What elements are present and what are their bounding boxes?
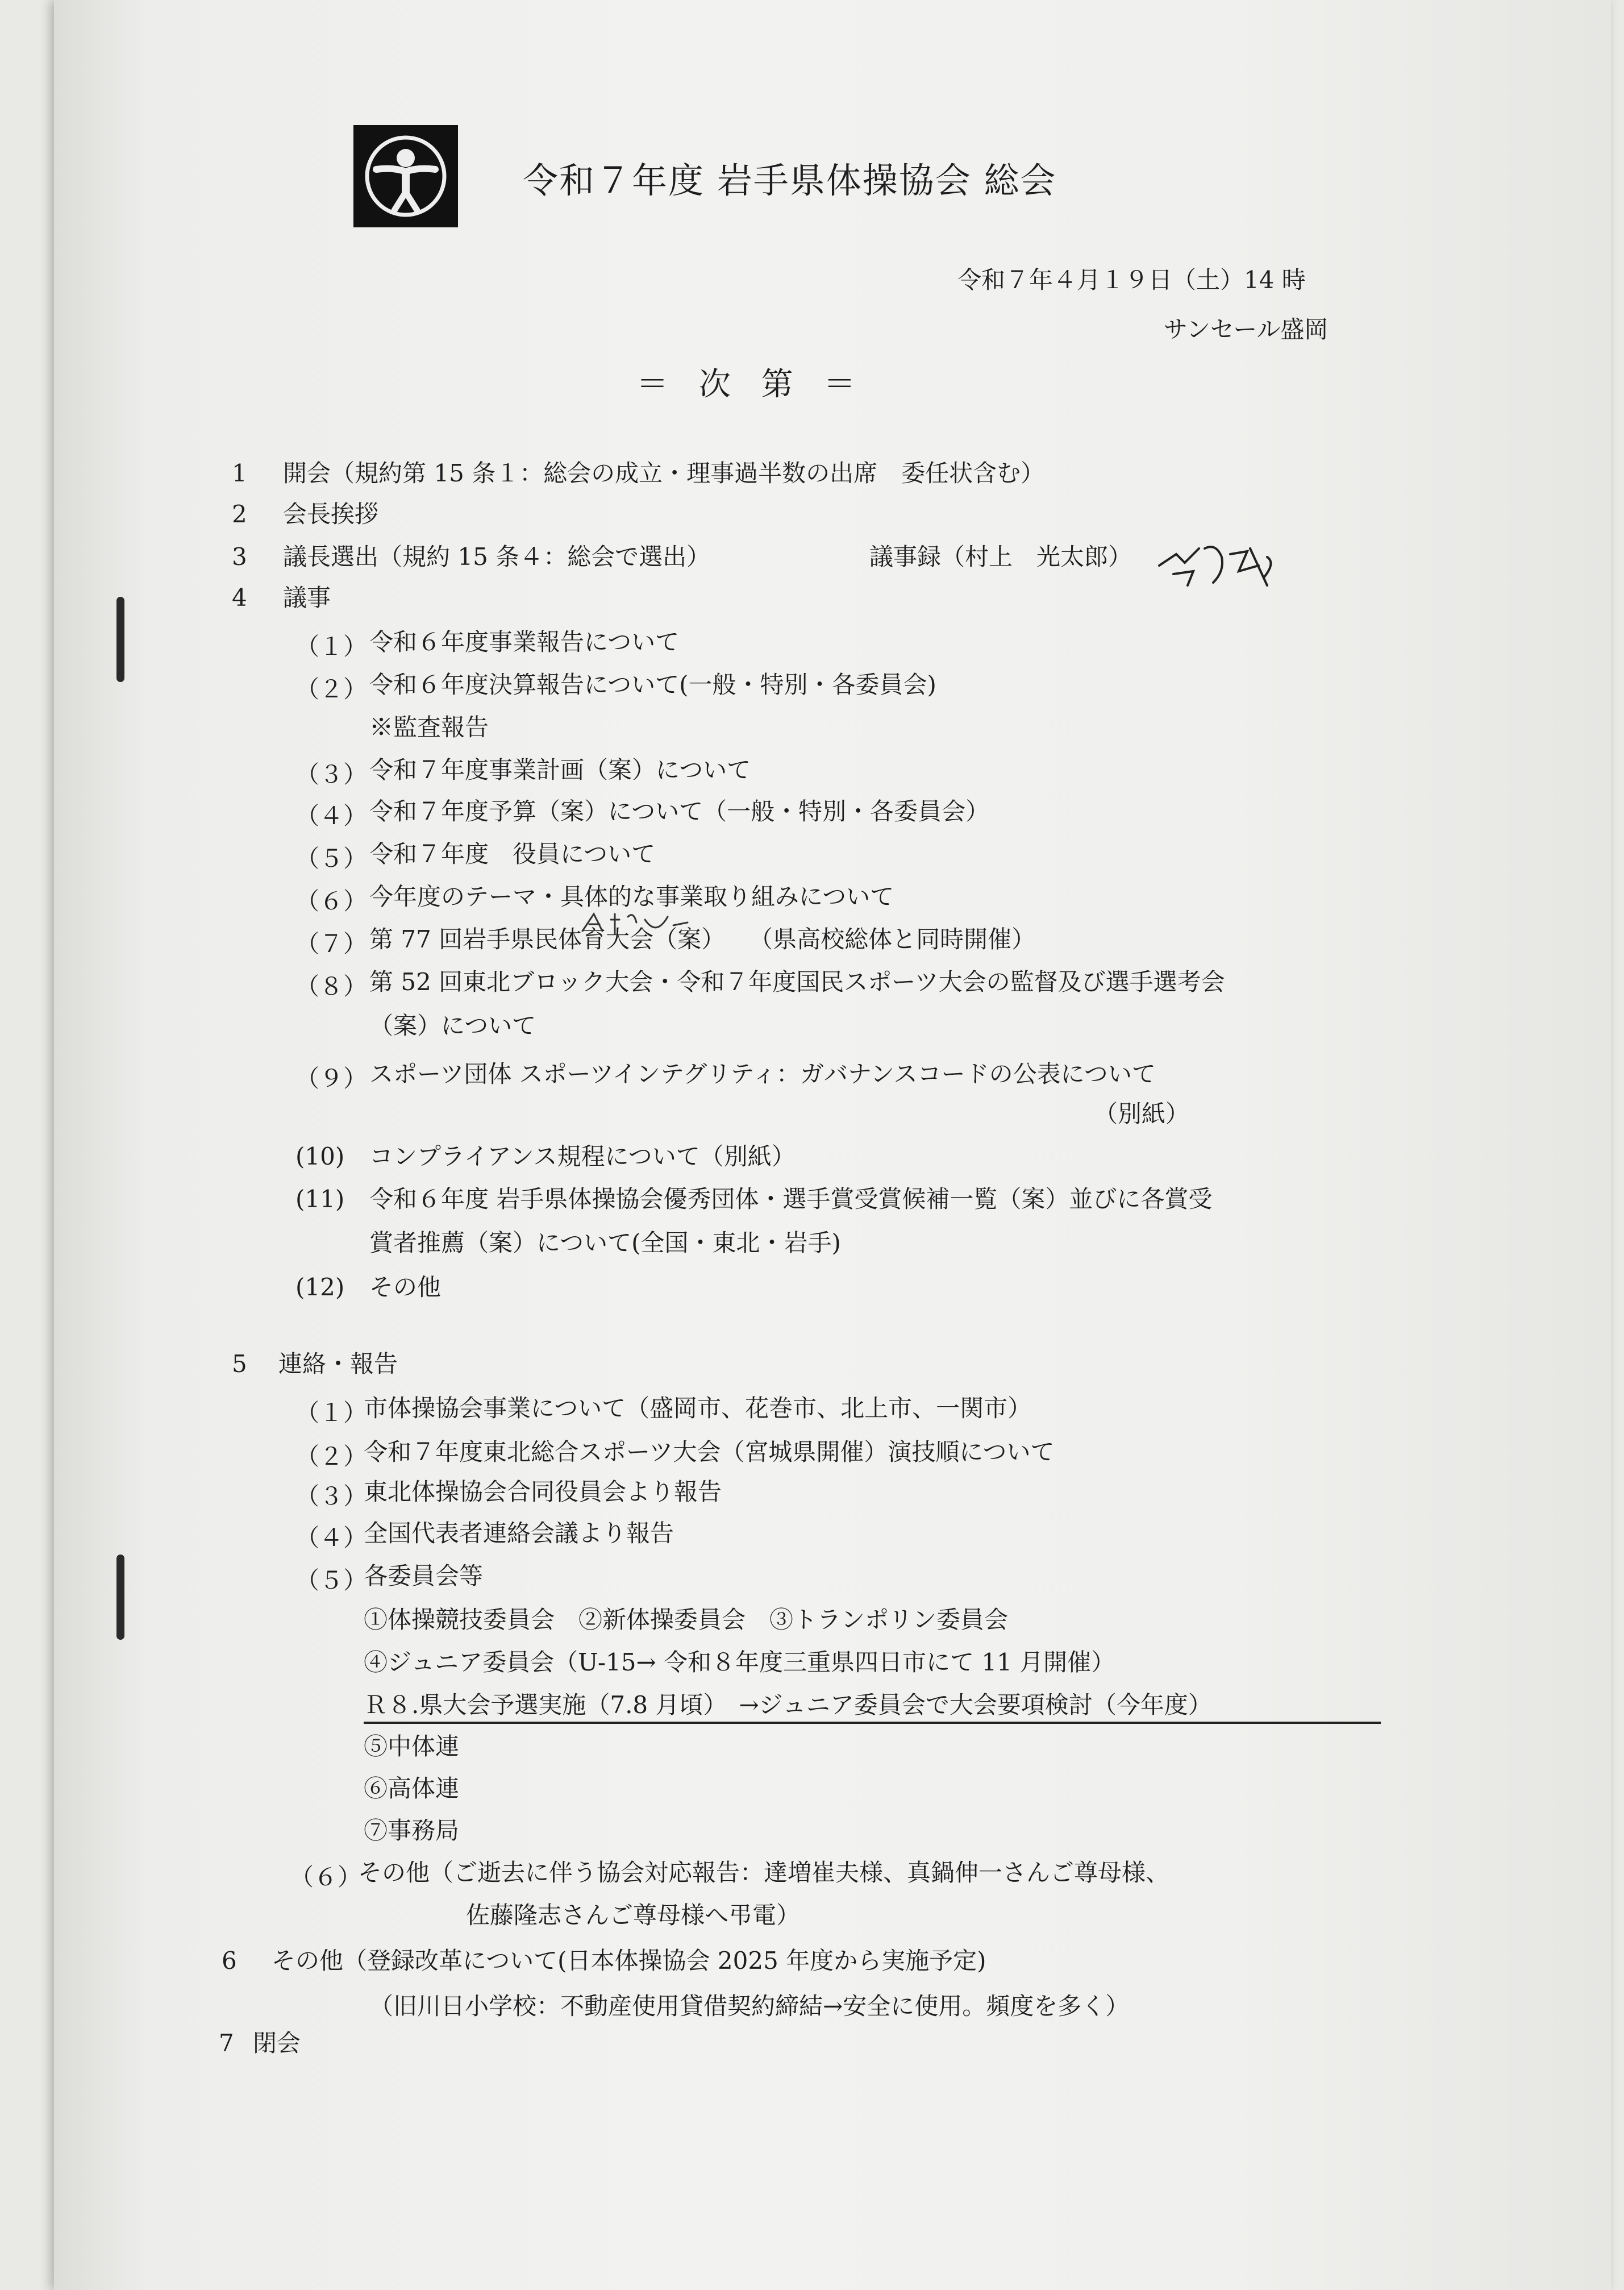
proceeding-item: 令和７年度 役員について: [369, 840, 656, 868]
proceeding-item: 令和７年度予算（案）について（一般・特別・各委員会）: [369, 797, 990, 825]
report-number: （３）: [295, 1482, 368, 1510]
handwritten-note-icon: [577, 903, 690, 948]
agenda-item: 連絡・報告: [278, 1350, 398, 1378]
proceeding-item: ※監査報告: [369, 713, 489, 741]
report-item: 各委員会等: [364, 1562, 484, 1590]
agenda-number: 2: [232, 500, 247, 528]
proceeding-number: （９）: [295, 1065, 368, 1092]
report-item: 令和７年度東北総合スポーツ大会（宮城県開催）演技順について: [364, 1438, 1055, 1466]
report-number: （１）: [295, 1399, 368, 1427]
report-item: 東北体操協会合同役員会より報告: [364, 1478, 722, 1506]
proceeding-item: 令和７年度事業計画（案）について: [369, 756, 751, 784]
proceeding-item: 令和６年度決算報告について(一般・特別・各委員会): [369, 671, 936, 699]
meeting-venue: サンセール盛岡: [1164, 315, 1329, 343]
agenda-number: 7: [219, 2029, 234, 2057]
proceeding-number: （５）: [295, 845, 368, 872]
proceeding-number: （４）: [295, 802, 368, 830]
proceeding-item: （別紙）: [1094, 1100, 1190, 1128]
proceeding-number: (11): [295, 1185, 345, 1213]
report-number: （４）: [295, 1524, 368, 1552]
agenda-item: （旧川日小学校：不動産使用貸借契約締結→安全に使用。頻度を多く）: [369, 1992, 1130, 2020]
committee-item: ⑦事務局: [364, 1817, 460, 1844]
agenda-item: 議長選出（規約 15 条４：総会で選出）: [283, 543, 711, 571]
proceeding-number: (10): [295, 1142, 345, 1170]
proceeding-number: （２）: [295, 675, 368, 703]
committee-item: ⑤中体連: [364, 1732, 460, 1760]
binder-hole: [116, 1555, 124, 1640]
report-number: （６）: [290, 1863, 362, 1891]
agenda-item: その他（登録改革について(日本体操協会 2025 年度から実施予定): [272, 1947, 986, 1975]
binder-hole: [116, 597, 124, 682]
report-item: 市体操協会事業について（盛岡市、花巻市、北上市、一関市）: [364, 1394, 1032, 1422]
agenda-heading: ＝ 次 第 ＝: [636, 366, 866, 403]
agenda-item: 議事: [283, 584, 331, 612]
proceeding-item: コンプライアンス規程について（別紙）: [369, 1142, 796, 1170]
committee-item: ①体操競技委員会 ②新体操委員会 ③トランポリン委員会: [364, 1606, 1009, 1634]
proceeding-number: （７）: [295, 930, 368, 958]
meeting-date: 令和７年４月１９日（土）14 時: [957, 266, 1306, 294]
minutes-label: 議事録（村上 光太郎）: [869, 543, 1132, 571]
agenda-item: 会長挨拶: [283, 500, 379, 528]
proceeding-number: (12): [295, 1273, 345, 1301]
proceeding-item: （案）について: [369, 1012, 536, 1040]
committee-item: Ｒ８.県大会予選実施（7.8 月頃） →ジュニア委員会で大会要項検討（今年度）: [364, 1691, 1381, 1724]
committee-item: ⑥高体連: [364, 1774, 460, 1802]
proceeding-item: その他: [369, 1273, 442, 1301]
report-number: （２）: [295, 1443, 368, 1470]
proceeding-number: （３）: [295, 760, 368, 788]
gymnastics-emblem-icon: [353, 125, 458, 227]
document-title: 令和７年度 岩手県体操協会 総会: [523, 160, 1057, 201]
agenda-number: 6: [222, 1947, 237, 1975]
proceeding-item: スポーツ団体 スポーツインテグリティ：ガバナンスコードの公表について: [369, 1060, 1156, 1088]
report-number: （５）: [295, 1566, 368, 1594]
agenda-number: 4: [232, 584, 247, 612]
proceeding-number: （８）: [295, 972, 368, 1000]
committee-item: ④ジュニア委員会（U-15→ 令和８年度三重県四日市にて 11 月開催）: [364, 1648, 1115, 1676]
handwritten-signature-icon: [1154, 531, 1284, 600]
proceeding-item: 令和６年度 岩手県体操協会優秀団体・選手賞受賞候補一覧（案）並びに各賞受: [369, 1185, 1213, 1213]
report-item: 佐藤隆志さんご尊母様へ弔電）: [466, 1901, 801, 1929]
report-item: その他（ご逝去に伴う協会対応報告：達増崔夫様、真鍋伸一さんご尊母様、: [358, 1859, 1170, 1886]
proceeding-item: 賞者推薦（案）について(全国・東北・岩手): [369, 1229, 841, 1257]
proceeding-item: 今年度のテーマ・具体的な事業取り組みについて: [369, 883, 894, 911]
report-item: 全国代表者連絡会議より報告: [364, 1519, 674, 1547]
proceeding-item: 令和６年度事業報告について: [369, 628, 680, 656]
proceeding-number: （６）: [295, 887, 368, 915]
proceeding-item: 第 77 回岩手県民体育大会（案） （県高校総体と同時開催）: [369, 925, 1036, 953]
agenda-number: 3: [232, 543, 247, 571]
proceeding-item: 第 52 回東北ブロック大会・令和７年度国民スポーツ大会の監督及び選手選考会: [369, 968, 1225, 996]
agenda-number: 5: [232, 1350, 247, 1378]
agenda-item: 閉会: [253, 2029, 301, 2057]
proceeding-number: （１）: [295, 633, 368, 660]
agenda-number: 1: [232, 459, 247, 487]
agenda-item: 開会（規約第 15 条１：総会の成立・理事過半数の出席 委任状含む）: [283, 459, 1045, 487]
